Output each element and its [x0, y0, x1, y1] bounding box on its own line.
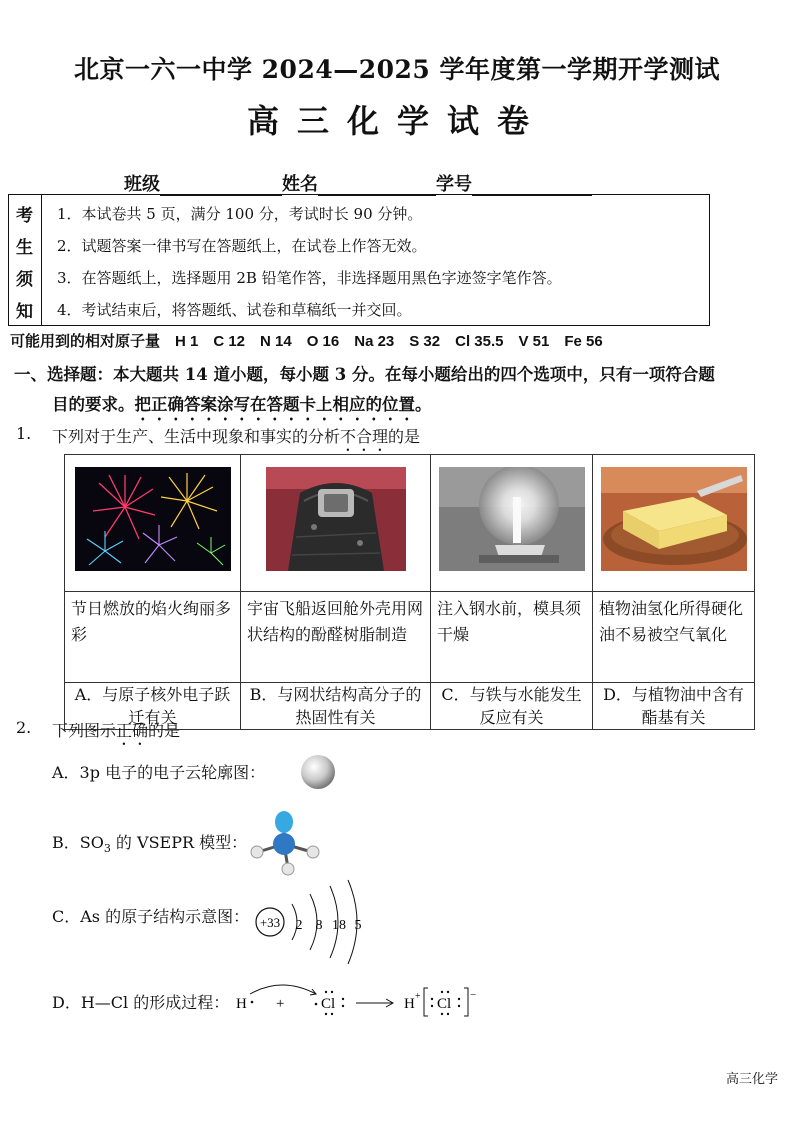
- q1-emphasis: 不合理: [340, 427, 389, 446]
- q2-number: 2.: [16, 718, 32, 737]
- section-heading-line: 一、选择题：本大题共 14 道小题，每小题 3 分。在每小题给出的四个选项中，只有一项符合题: [14, 365, 715, 384]
- shell-electrons: 8: [315, 918, 323, 933]
- student-info: [124, 170, 592, 196]
- vsepr-model-icon: [244, 806, 324, 878]
- q1-number: 1.: [16, 424, 32, 443]
- notice-line: 2．试题答案一律书写在答题纸上，在试卷上作答无效。: [57, 237, 427, 255]
- name-label: 姓名: [282, 174, 318, 195]
- molten-steel-photo: [439, 467, 585, 571]
- hardened-oil-photo: [601, 467, 747, 571]
- atomic-masses: 可能用到的相对原子量 H 1 C 12 N 14 O 16 Na 23 S 32 Cl 35.5 V 51 Fe 56: [10, 333, 603, 350]
- steel-pouring-photo-cell: [431, 455, 593, 592]
- product-chlorine: Cl: [437, 996, 452, 1012]
- class-label: 班级: [124, 174, 160, 195]
- q1-description-a: 节日燃放的焰火绚丽多彩: [65, 592, 241, 683]
- return-capsule-photo: [266, 467, 406, 571]
- section-heading: [14, 360, 774, 424]
- q2-option-b[interactable]: B．$SO_3$ 的 VSEPR 模型：: [52, 833, 248, 856]
- electron-dot-formation: [232, 974, 492, 1022]
- q1-stem: 下列对于生产、生活中现象和事实的分析不合理的是: [52, 427, 421, 446]
- q2-option-d[interactable]: D．H—Cl 的形成过程：: [52, 993, 230, 1012]
- notice-line: 4．考试结束后，将答题纸、试卷和草稿纸一并交回。: [57, 301, 412, 319]
- nucleus-charge: +33: [259, 915, 281, 930]
- shell-electrons: 18: [332, 918, 346, 933]
- id-label: 学号: [436, 174, 472, 195]
- notice-line: 1．本试卷共 5 页，满分 100 分，考试时长 90 分钟。: [57, 205, 423, 223]
- q1-option-b[interactable]: B．与网状结构高分子的热固性有关: [241, 683, 431, 730]
- capsule-photo-cell: [241, 455, 431, 592]
- notice-line: 3．在答题纸上，选择题用 2B 铅笔作答，非选择题用黑色字迹签字笔作答。: [57, 269, 562, 287]
- q1-description-d: 植物油氢化所得硬化油不易被空气氧化: [593, 592, 755, 683]
- atomic-structure-diagram: [252, 876, 372, 968]
- q2-emphasis: 正确: [116, 721, 149, 740]
- q2-option-a[interactable]: A．3p 电子的电子云轮廓图：: [52, 763, 266, 782]
- chlorine-symbol: Cl: [321, 996, 336, 1012]
- fireworks-photo: [75, 467, 231, 571]
- q2-option-c[interactable]: C．As 的原子结构示意图：: [52, 907, 250, 926]
- q1-option-a[interactable]: A．与原子核外电子跃迁有关: [65, 683, 241, 730]
- fireworks-photo-cell: [65, 455, 241, 592]
- notice-side-char: 生: [16, 238, 33, 258]
- minus-charge: −: [470, 989, 477, 1001]
- q1-description-c: 注入钢水前，模具须干燥: [431, 592, 593, 683]
- butter-photo-cell: [593, 455, 755, 592]
- emphasized-instruction: 把正确答案涂写在答题卡上相应的位置。: [134, 395, 432, 414]
- q2-stem: 下列图示正确的是: [52, 721, 181, 740]
- notice-side-char: 知: [16, 302, 33, 322]
- exam-notice-box: [8, 194, 710, 326]
- exam-subtitle: 高三化学试卷: [246, 102, 547, 140]
- q1-table: [64, 454, 755, 730]
- product-hydrogen: H: [404, 996, 415, 1012]
- q1-description-b: 宇宙飞船返回舱外壳用网状结构的酚醛树脂制造: [241, 592, 431, 683]
- notice-side-char: 须: [16, 270, 33, 290]
- plus-sign: +: [276, 996, 285, 1012]
- q1-option-c[interactable]: C．与铁与水能发生反应有关: [431, 683, 593, 730]
- shell-electrons: 2: [295, 918, 303, 933]
- notice-side-label: [9, 195, 42, 325]
- section-heading-line-2: 目的要求。把正确答案涂写在答题卡上相应的位置。: [52, 395, 432, 414]
- plus-charge: +: [415, 991, 421, 1002]
- page-footer: 高三化学: [725, 1072, 778, 1087]
- q1-option-d[interactable]: D．与植物油中含有酯基有关: [593, 683, 755, 730]
- shell-electrons: 5: [354, 918, 362, 933]
- exam-title: 北京一六一中学 2024—2025 学年度第一学期开学测试: [73, 55, 721, 84]
- hydrogen-symbol: H: [236, 996, 247, 1012]
- spherical-orbital-icon: [298, 752, 338, 792]
- notice-side-char: 考: [16, 206, 33, 226]
